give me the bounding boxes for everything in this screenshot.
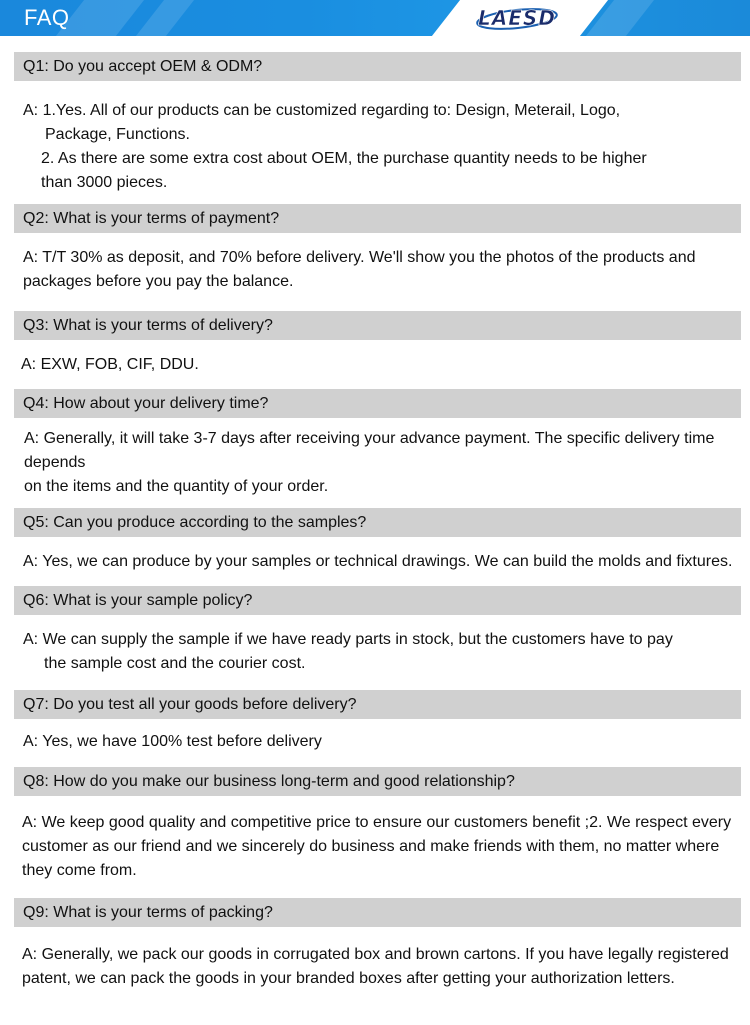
page-title: FAQ [24, 5, 70, 30]
faq-answer-1-line-1: A: 1.Yes. All of our products can be customized regarding to: Design, Meterail, Logo, [23, 102, 621, 119]
faq-header-bar [0, 0, 750, 36]
faq-answer-5-line-1: A: Yes, we can produce by your samples or technical drawings. We can build the molds and fixtures. [23, 553, 733, 570]
faq-answer-1-line-2: Package, Functions. [45, 126, 190, 143]
faq-answer-4-line-3: on the items and the quantity of your order. [24, 478, 329, 495]
brand-logo [468, 2, 566, 34]
faq-question-8: Q8: How do you make our business long-term and good relationship? [14, 767, 741, 796]
header-stripe [136, 0, 194, 36]
faq-question-6: Q6: What is your sample policy? [14, 586, 741, 615]
faq-question-9: Q9: What is your terms of packing? [14, 898, 741, 927]
faq-answer-1-line-4: than 3000 pieces. [41, 174, 168, 191]
faq-answer-4-line-2: depends [24, 454, 86, 471]
faq-answer-4-line-1: A: Generally, it will take 3-7 days after receiving your advance payment. The specific delivery time [24, 430, 715, 447]
faq-question-7: Q7: Do you test all your goods before delivery? [14, 690, 741, 719]
faq-answer-8-line-2: customer as our friend and we sincerely do business and make friends with them, no matter where [22, 838, 720, 855]
logo-text: LAESD [478, 6, 556, 30]
faq-answer-2-line-2: packages before you pay the balance. [23, 273, 294, 290]
faq-question-4: Q4: How about your delivery time? [14, 389, 741, 418]
faq-answer-9-line-1: A: Generally, we pack our goods in corrugated box and brown cartons. If you have legally registered [22, 946, 729, 963]
faq-question-5: Q5: Can you produce according to the samples? [14, 508, 741, 537]
faq-question-2: Q2: What is your terms of payment? [14, 204, 741, 233]
faq-answer-3-line-1: A: EXW, FOB, CIF, DDU. [21, 356, 199, 373]
faq-answer-1-line-3: 2. As there are some extra cost about OEM, the purchase quantity needs to be higher [41, 150, 647, 167]
faq-question-1: Q1: Do you accept OEM & ODM? [14, 52, 741, 81]
faq-answer-6-line-1: A: We can supply the sample if we have ready parts in stock, but the customers have to pay [23, 631, 673, 648]
faq-answer-8-line-3: they come from. [22, 862, 137, 879]
faq-answer-9-line-2: patent, we can pack the goods in your branded boxes after getting your authorization letters. [22, 970, 675, 987]
faq-answer-8-line-1: A: We keep good quality and competitive price to ensure our customers benefit ;2. We respect every [22, 814, 732, 831]
faq-answer-7-line-1: A: Yes, we have 100% test before delivery [23, 733, 322, 750]
faq-answer-6-line-2: the sample cost and the courier cost. [44, 655, 306, 672]
faq-answer-2-line-1: A: T/T 30% as deposit, and 70% before delivery. We'll show you the photos of the products and [23, 249, 696, 266]
faq-question-3: Q3: What is your terms of delivery? [14, 311, 741, 340]
